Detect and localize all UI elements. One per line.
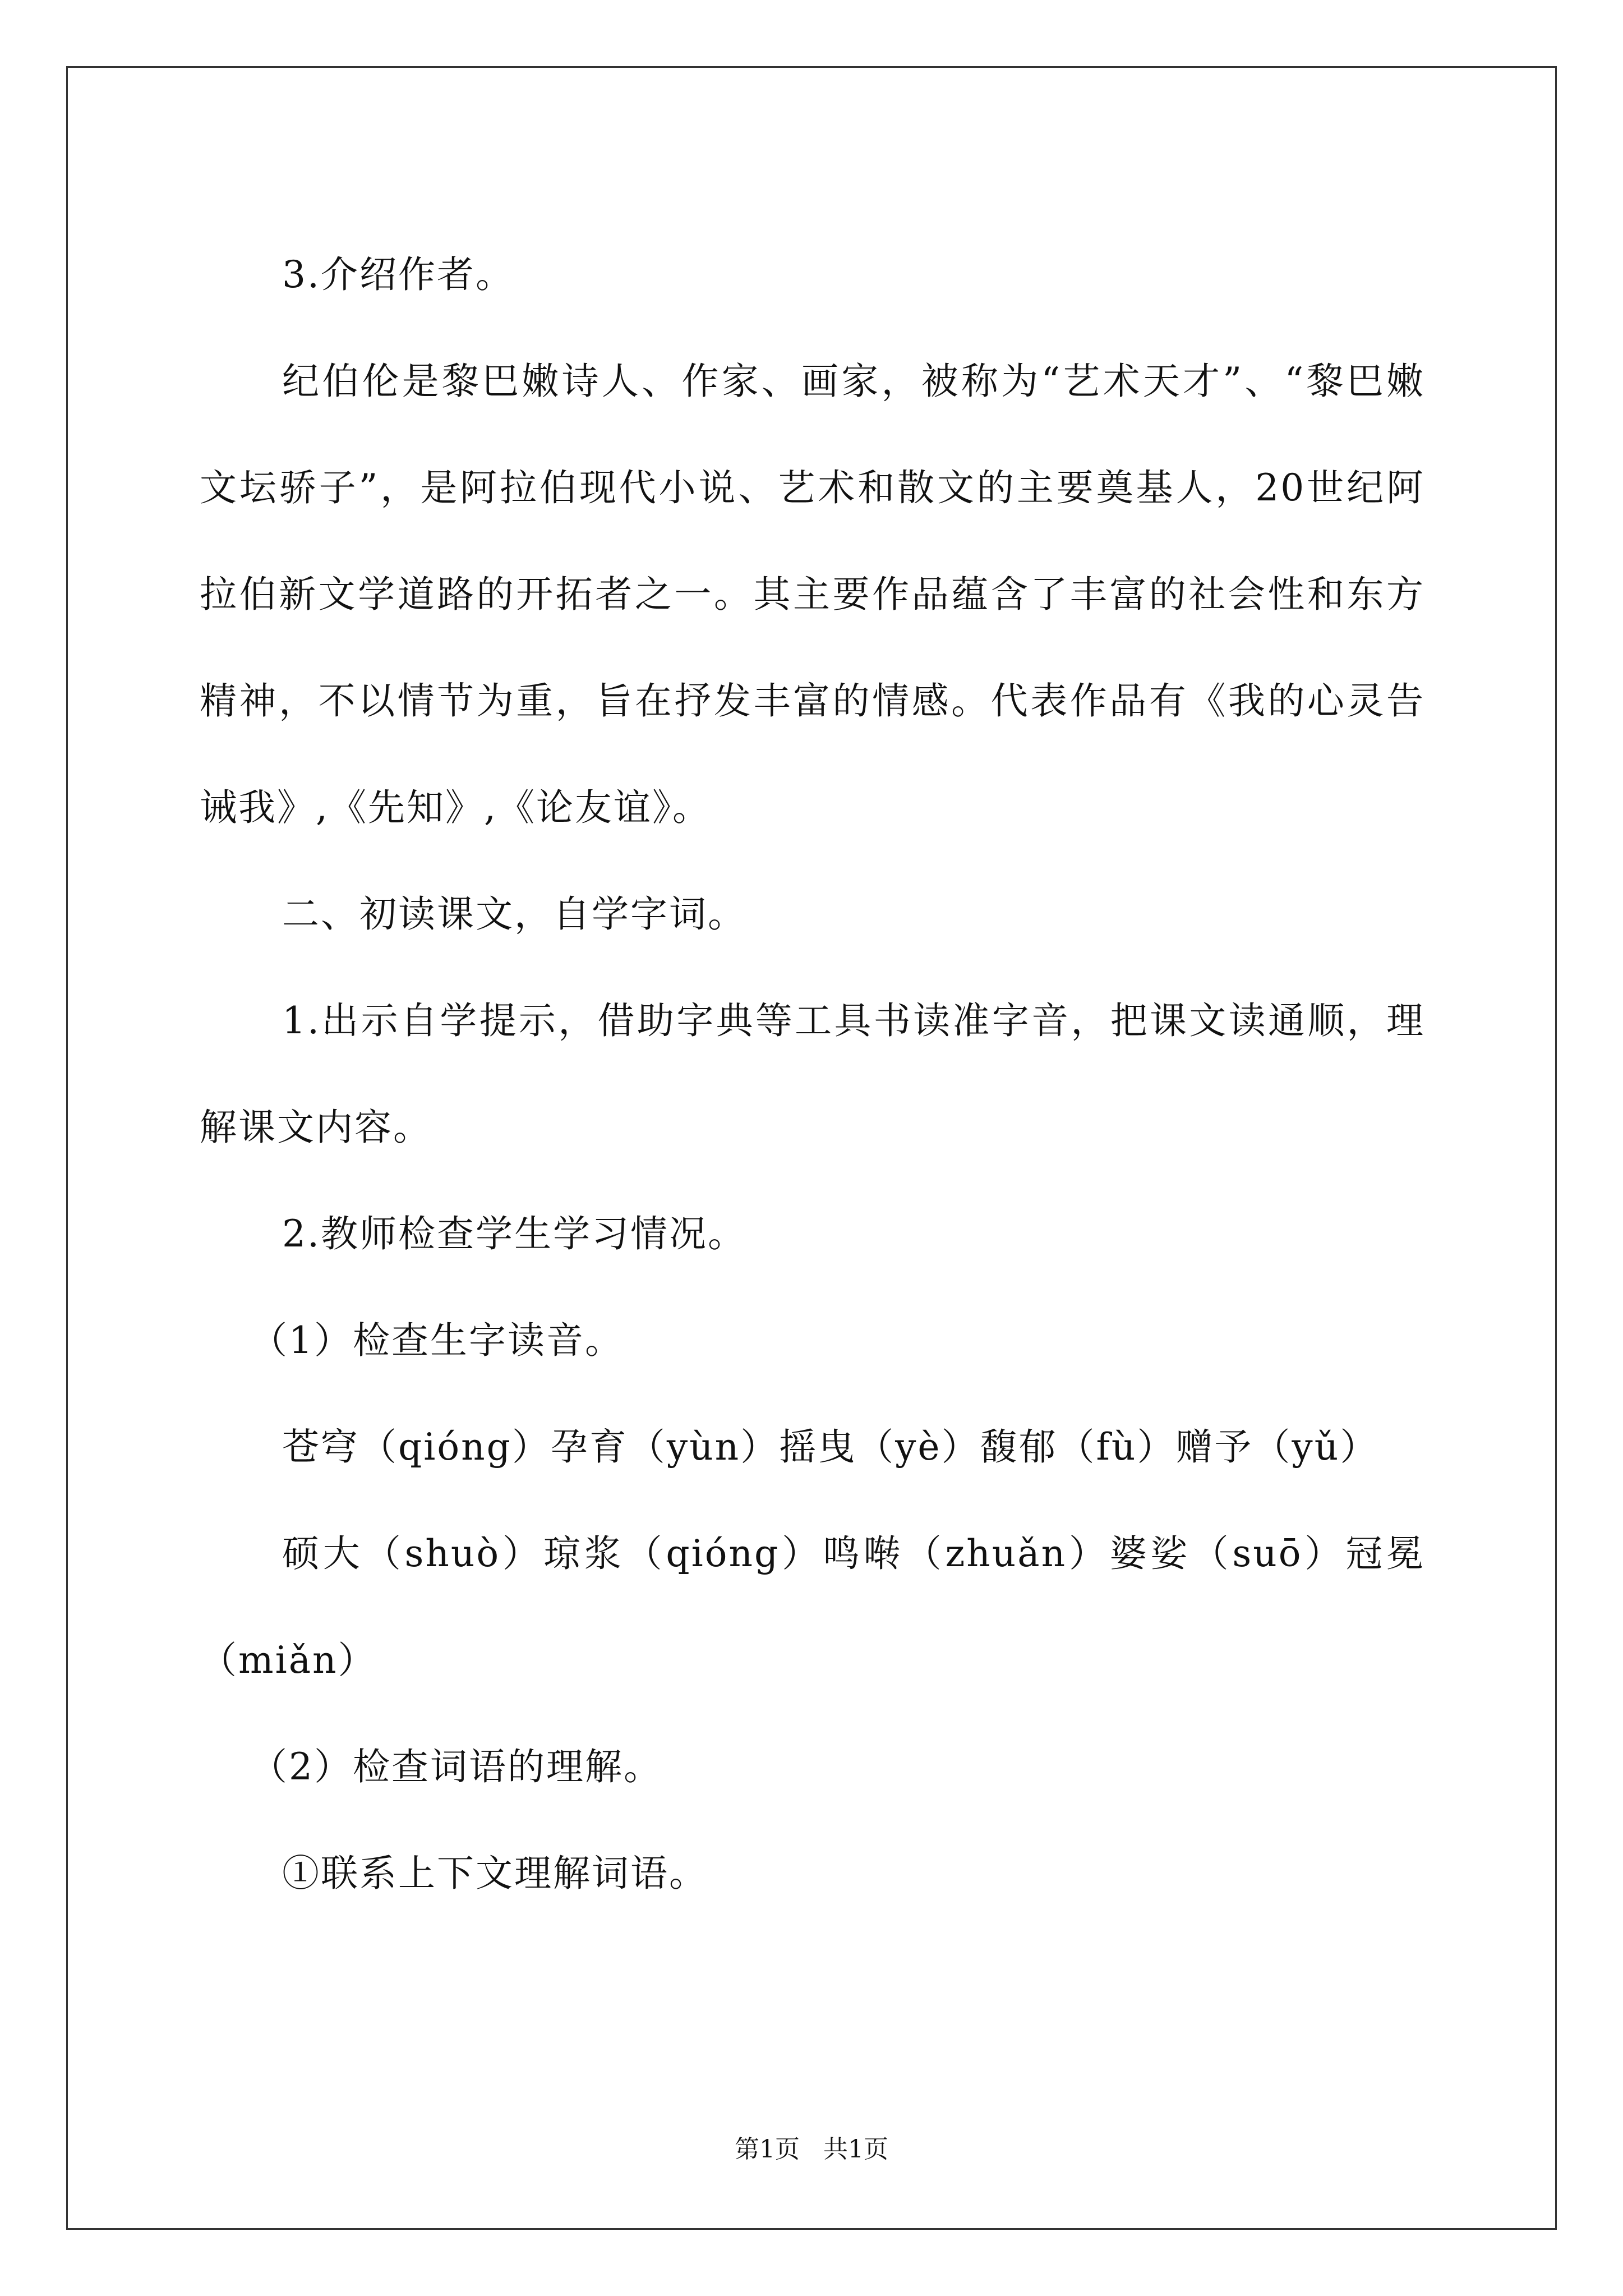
page-number-footer: 第1页 共1页 (735, 2135, 888, 2164)
paragraph-context-understanding: ①联系上下文理解词语。 (282, 1852, 708, 1895)
paragraph-check-pronunciation: （1）检查生字读音。 (250, 1319, 624, 1362)
paragraph-section-two-heading: 二、初读课文，自学字词。 (282, 892, 746, 936)
paragraph-vocab-line-1: 苍穹（qióng）孕育（yùn）摇曳（yè）馥郁（fù）赠予（yǔ） (282, 1425, 1379, 1469)
paragraph-introduce-author: 3.介绍作者。 (282, 253, 514, 296)
paragraph-check-understanding: （2）检查词语的理解。 (250, 1745, 662, 1788)
document-body (200, 222, 1425, 1927)
paragraph-author-bio: 纪伯伦是黎巴嫩诗人、作家、画家，被称为“艺术天才”、“黎巴嫩文坛骄子”，是阿拉伯现代小说、艺术和散文的主要奠基人，20世纪阿拉伯新文学道路的开拓者之一。其主要作品蕴含了丰富的社会性和东方精神，不以情节为重，旨在抒发丰富的情感。代表作品有《我的心灵告诫我》,《先知》,《论友谊》。 (200, 360, 1425, 829)
paragraph-self-study-prompt: 1.出示自学提示，借助字典等工具书读准字音，把课文读通顺，理解课文内容。 (200, 999, 1425, 1149)
paragraph-teacher-check: 2.教师检查学生学习情况。 (282, 1212, 746, 1255)
paragraph-vocab-line-2: 硕大（shuò）琼浆（qióng）鸣啭（zhuǎn）婆娑（suō）冠冕（miǎn） (200, 1532, 1425, 1682)
